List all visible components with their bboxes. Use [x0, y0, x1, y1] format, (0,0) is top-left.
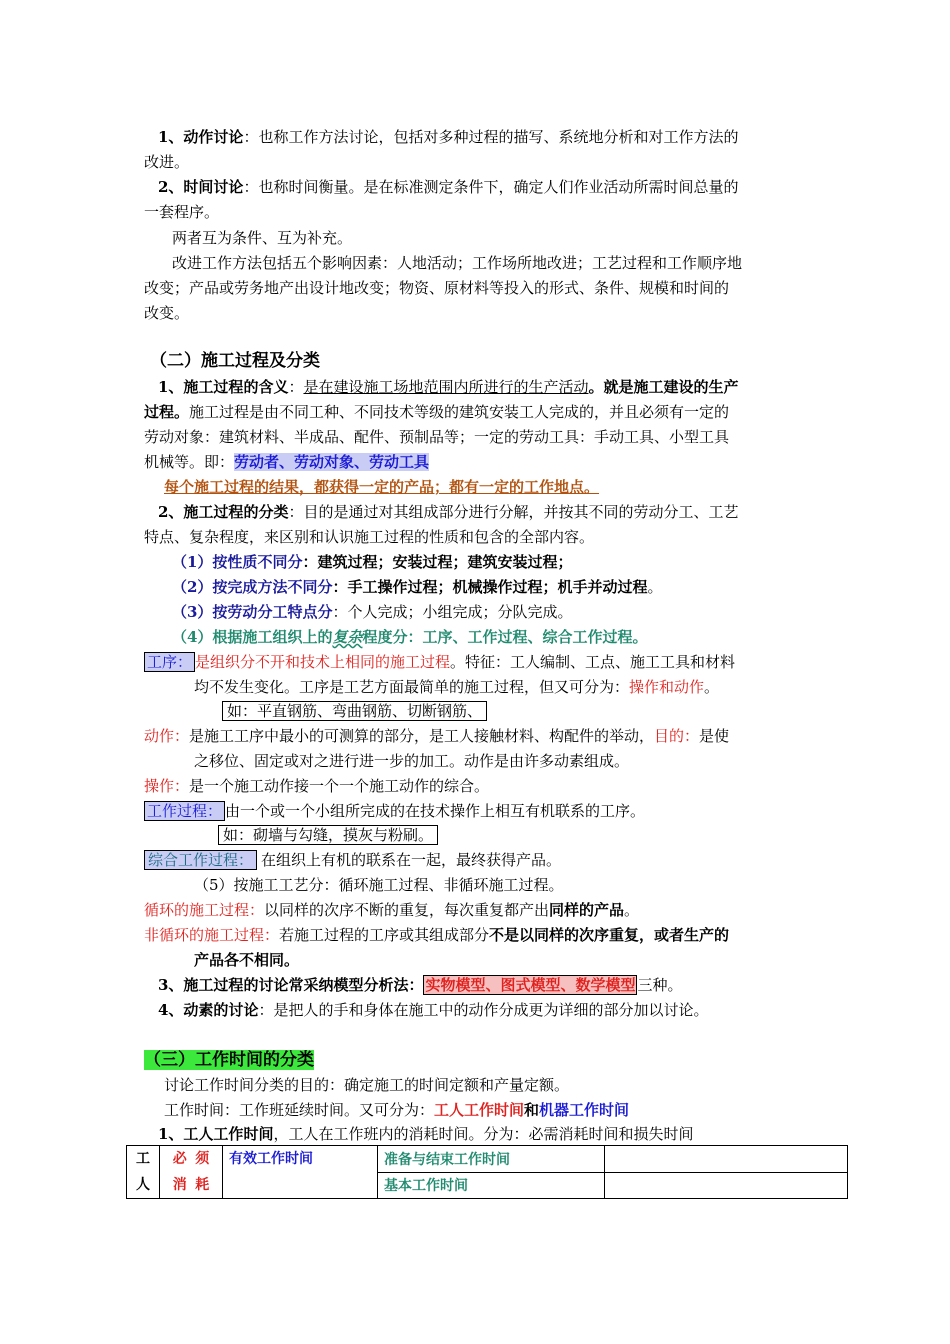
section-heading-2: （二）施工过程及分类: [150, 351, 320, 371]
example-work-process: 如：砌墙与勾缝，摸灰与粉刷。: [218, 825, 438, 845]
highlight-three-elements: 劳动者、劳动对象、劳动工具: [234, 453, 430, 471]
para-process-classify: 2、施工过程的分类：目的是通过对其组成部分进行分解，并按其不同的劳动分工、工艺: [158, 503, 739, 521]
para-process-meaning-4: 机械等。即：劳动者、劳动对象、劳动工具: [144, 453, 430, 471]
para-worktime-purpose: 讨论工作时间分类的目的：确定施工的时间定额和产量定额。: [164, 1076, 570, 1094]
para-worktime-def: 工作时间：工作班延续时间。又可分为：工人工作时间和机器工作时间: [164, 1101, 630, 1119]
class-item-1: （1）按性质不同分：建筑过程；安装过程；建筑安装过程；: [172, 553, 573, 571]
table-cell-basic: 基本工作时间: [378, 1172, 605, 1199]
para-model-analysis: 3、施工过程的讨论常采纳模型分析法： 实物模型、图式模型、数学模型 三种。: [158, 976, 683, 994]
term-operation: 操作：: [144, 777, 190, 795]
def-operation: 操作：是一个施工动作接一个一个施工动作的综合。: [144, 777, 490, 795]
para-process-meaning-3: 劳动对象：建筑材料、半成品、配件、预制品等；一定的劳动工具：手动工具、小型工具: [144, 428, 730, 446]
example-procedure: 如：平直钢筋、弯曲钢筋、切断钢筋、: [222, 701, 487, 721]
class-item-4: （4）根据施工组织上的复杂程度分：工序、工作过程、综合工作过程。: [172, 628, 648, 646]
term-cyclic: 循环的施工过程：: [144, 901, 265, 919]
term-composite-process: 综合工作过程：: [144, 850, 257, 870]
section-heading-3: （三）工作时间的分类: [144, 1050, 314, 1070]
para-improve: 改进工作方法包括五个影响因素：人地活动；工作场所地改进；工艺过程和工作顺序地: [172, 254, 743, 272]
table-cell-necessary: 必 须 消 耗: [160, 1146, 223, 1199]
para-process-classify-2: 特点、复杂程度，来区别和认识施工过程的性质和包含的全部内容。: [144, 528, 595, 546]
def-motion-2: 之移位、固定或对之进行进一步的加工。动作是由许多动素组成。: [194, 752, 630, 770]
table-cell-empty-1: [605, 1146, 848, 1173]
para-action-study-cont: 改进。: [144, 153, 190, 171]
table-cell-effective: 有效工作时间: [223, 1146, 378, 1199]
table-cell-worker: 工 人: [127, 1146, 160, 1199]
para-therblig: 4、动素的讨论：是把人的手和身体在施工中的动作分成更为详细的部分加以讨论。: [158, 1001, 709, 1019]
term-time-study: 2、时间讨论: [158, 178, 244, 196]
def-cyclic: 循环的施工过程：以同样的次序不断的重复，每次重复都产出同样的产品。: [144, 901, 640, 919]
term-procedure: 工序：: [144, 652, 195, 672]
para-process-result: 每个施工过程的结果，都获得一定的产品；都有一定的工作地点。: [164, 478, 600, 496]
para-improve-3: 改变。: [144, 304, 190, 322]
table-cell-prep: 准备与结束工作时间: [378, 1146, 605, 1173]
para-worker-time: 1、工人工作时间，工人在工作班内的消耗时间。分为：必需消耗时间和损失时间: [158, 1125, 694, 1143]
class-item-3: （3）按劳动分工特点分：个人完成；小组完成；分队完成。: [172, 603, 573, 621]
def-procedure: 工序： 是组织分不开和技术上相同的施工过程。特征：工人编制、工点、施工工具和材料: [144, 652, 735, 672]
class-item-5: （5）按施工工艺分：循环施工过程、非循环施工过程。: [194, 876, 564, 894]
worker-time-table: [126, 1145, 848, 1199]
def-noncyclic: 非循环的施工过程：若施工过程的工序或其组成部分不是以同样的次序重复，或者生产的: [144, 926, 730, 944]
para-process-meaning: 1、施工过程的含义：是在建设施工场地范围内所进行的生产活动。就是施工建设的生产: [158, 378, 739, 396]
def-work-process: 工作过程： 由一个或一个小组所完成的在技术操作上相互有机联系的工序。: [144, 801, 645, 821]
def-procedure-2: 均不发生变化。工序是工艺方面最简单的施工过程，但又可分为：操作和动作。: [194, 678, 720, 696]
term-noncyclic: 非循环的施工过程：: [144, 926, 280, 944]
term-work-process: 工作过程：: [144, 801, 225, 821]
para-time-study: 2、时间讨论：也称时间衡量。是在标准测定条件下，确定人们作业活动所需时间总量的: [158, 178, 739, 196]
term-motion: 动作：: [144, 727, 190, 745]
para-time-study-cont: 一套程序。: [144, 203, 220, 221]
class-item-2: （2）按完成方法不同分：手工操作过程；机械操作过程；机手并动过程。: [172, 578, 663, 596]
def-composite-process: 综合工作过程： 在组织上有机的联系在一起，最终获得产品。: [144, 850, 561, 870]
def-motion: 动作：是施工工序中最小的可测算的部分，是工人接触材料、构配件的举动，目的：是使: [144, 727, 730, 745]
para-mutual: 两者互为条件、互为补充。: [172, 229, 353, 247]
term-action-study: 1、动作讨论: [158, 128, 244, 146]
para-improve-2: 改变；产品或劳务地产出设计地改变；物资、原材料等投入的形式、条件、规模和时间的: [144, 279, 730, 297]
table-cell-empty-2: [605, 1172, 848, 1199]
highlight-models: 实物模型、图式模型、数学模型: [425, 976, 636, 994]
para-action-study: 1、动作讨论：也称工作方法讨论，包括对多种过程的描写、系统地分析和对工作方法的: [158, 128, 739, 146]
def-noncyclic-2: 产品各不相同。: [194, 951, 300, 969]
para-process-meaning-2: 过程。施工过程是由不同工种、不同技术等级的建筑安装工人完成的，并且必须有一定的: [144, 403, 730, 421]
